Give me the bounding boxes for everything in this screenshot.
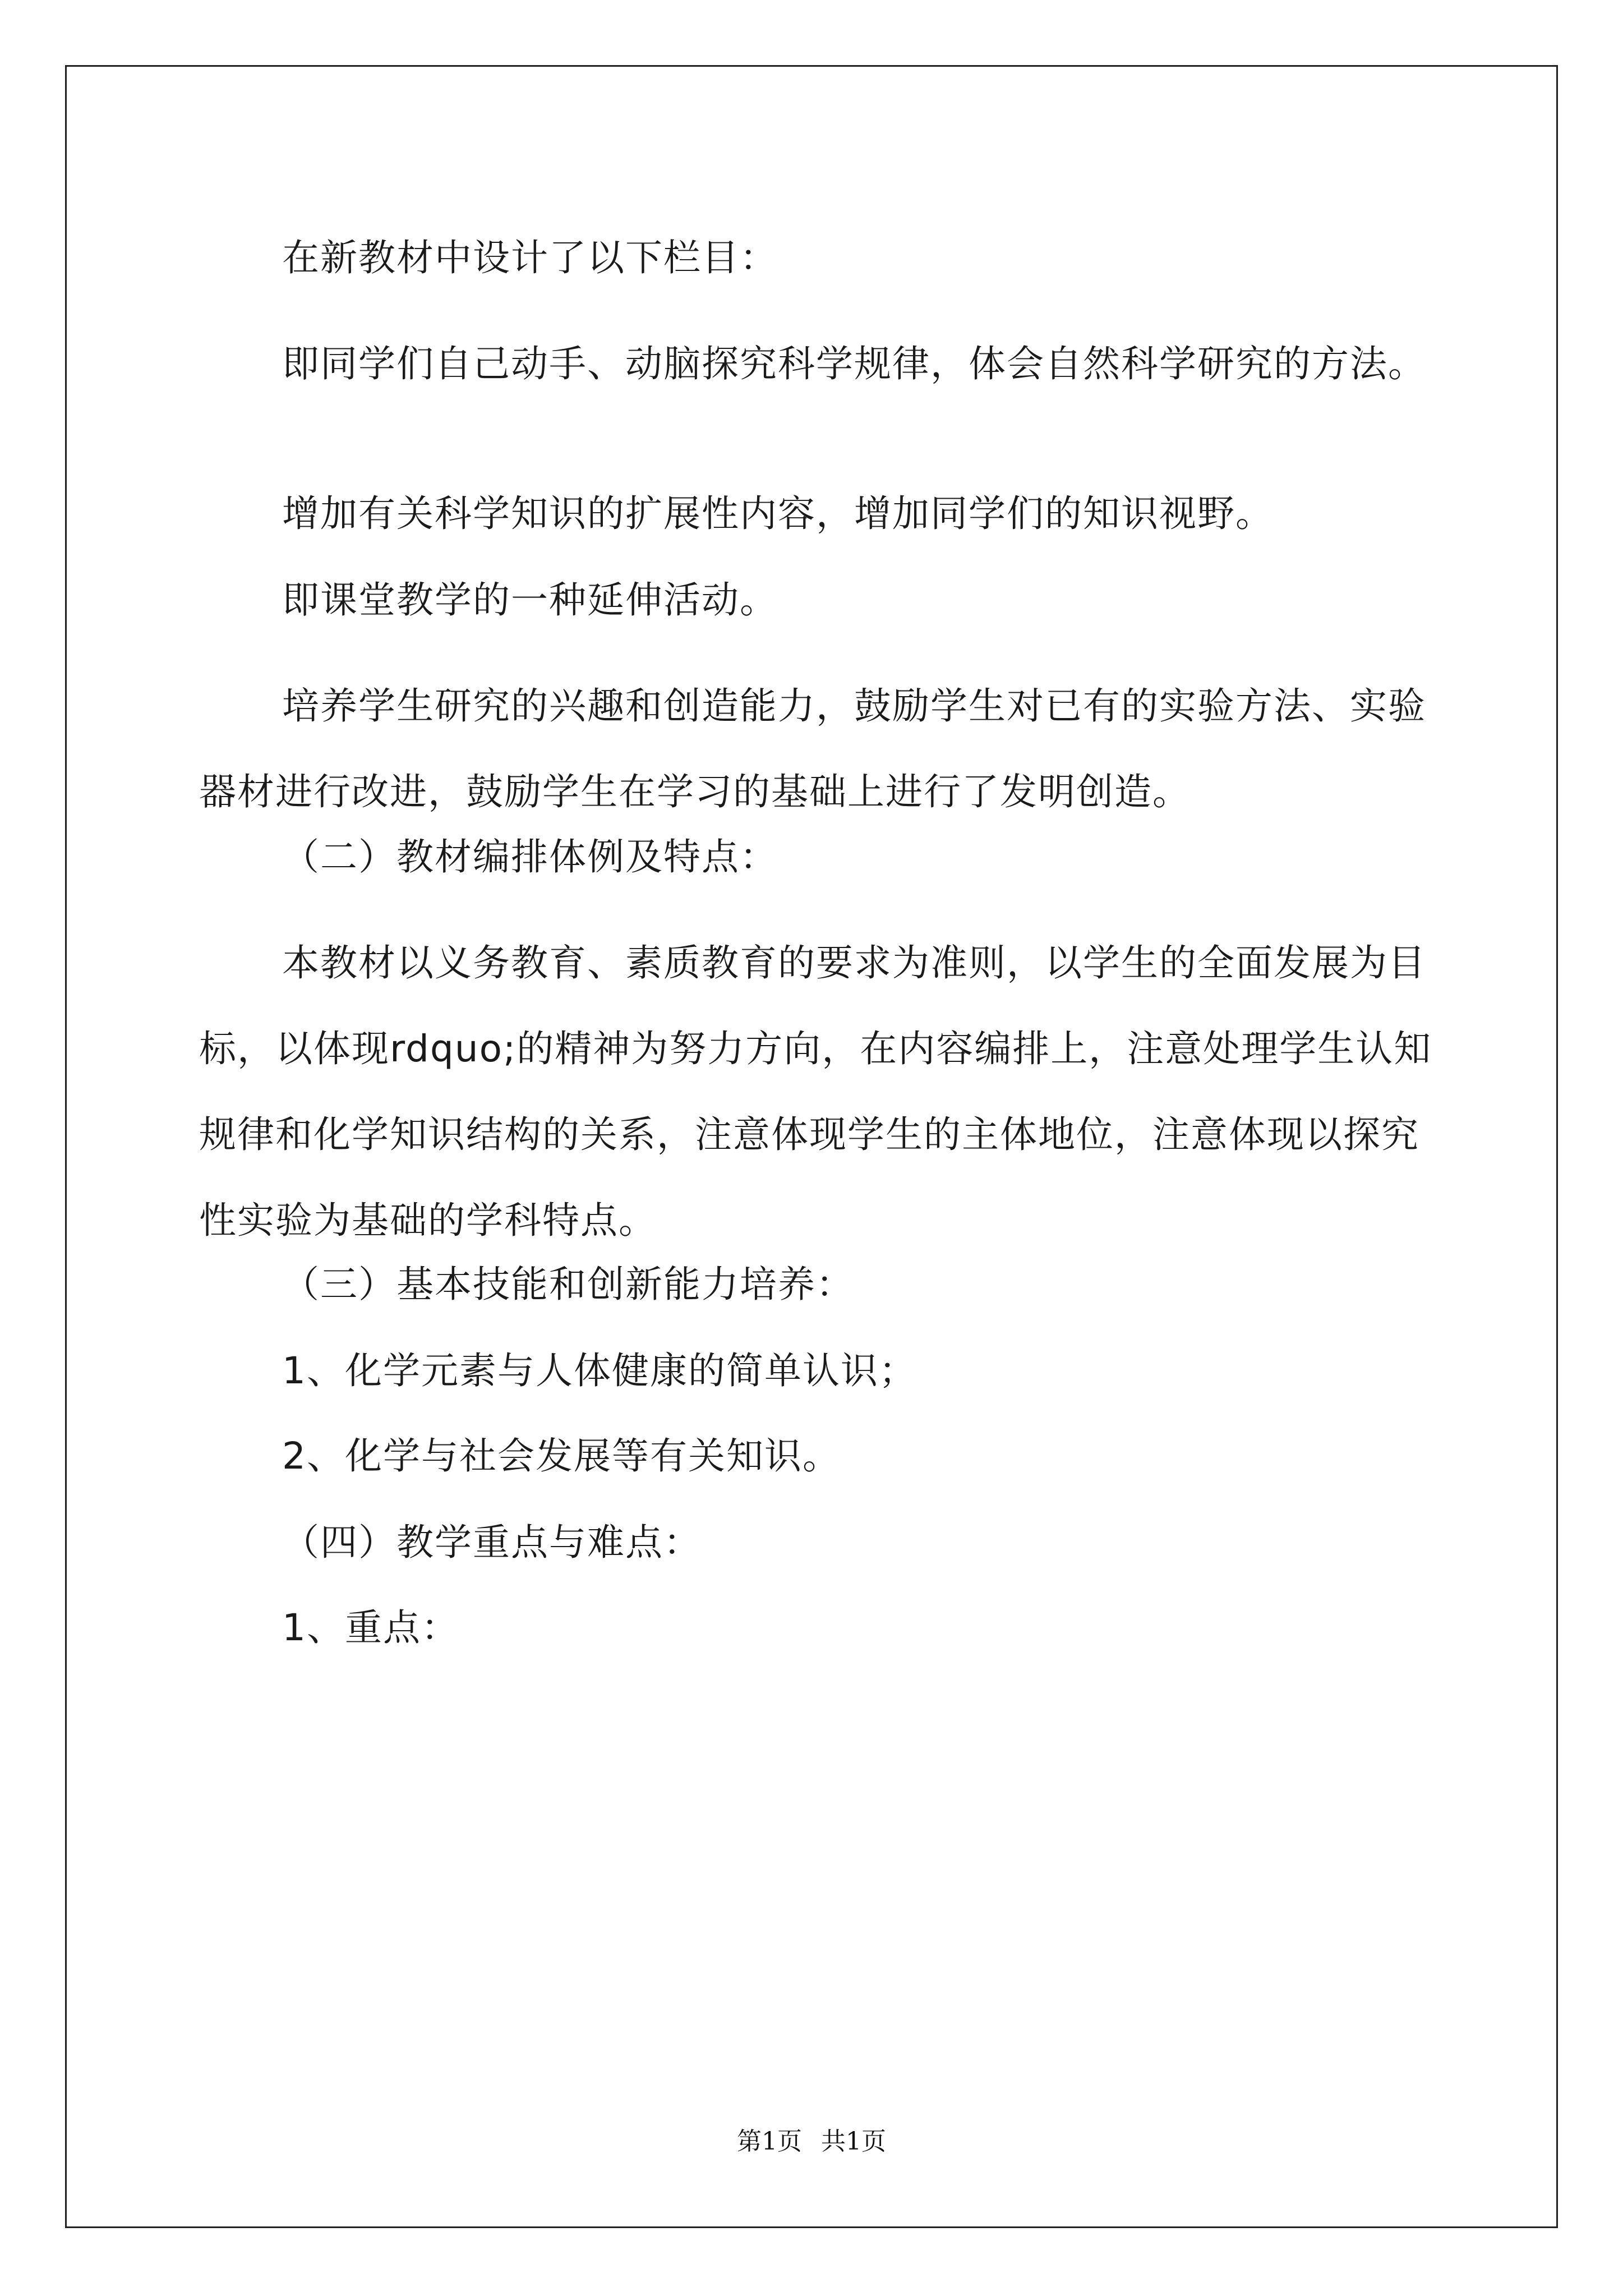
list-item-1: 1、化学元素与人体健康的简单认识； (282, 1349, 917, 1392)
paragraph-1: 在新教材中设计了以下栏目： (282, 236, 778, 279)
section-heading-2: （二）教材编排体例及特点： (282, 835, 778, 878)
list-item-2: 2、化学与社会发展等有关知识。 (282, 1434, 841, 1478)
section-heading-3: （三）基本技能和创新能力培养： (282, 1263, 854, 1306)
paragraph-5: 培养学生研究的兴趣和创造能力，鼓励学生对已有的实验方法、实验器材进行改进，鼓励学生在学习的基础上进行了发明创造。 (199, 684, 1426, 813)
paragraph-4: 即课堂教学的一种延伸活动。 (282, 578, 778, 622)
list-item-3: 1、重点： (282, 1606, 459, 1649)
page-total: 共1页 (821, 2127, 886, 2156)
page-footer (0, 2125, 1623, 2159)
paragraph-3: 增加有关科学知识的扩展性内容，增加同学们的知识视野。 (282, 492, 1274, 535)
paragraph-6: 本教材以义务教育、素质教育的要求为准则，以学生的全面发展为目标，以体现rdquo;的精神为努力方向，在内容编排上，注意处理学生认知规律和化学知识结构的关系，注意体现学生的主体地位，注意体现以探究性实验为基础的学科特点。 (199, 941, 1432, 1242)
page-number: 第1页 (737, 2127, 802, 2156)
section-heading-4: （四）教学重点与难点： (282, 1521, 702, 1564)
paragraph-2: 即同学们自己动手、动脑探究科学规律，体会自然科学研究的方法。 (282, 342, 1426, 385)
